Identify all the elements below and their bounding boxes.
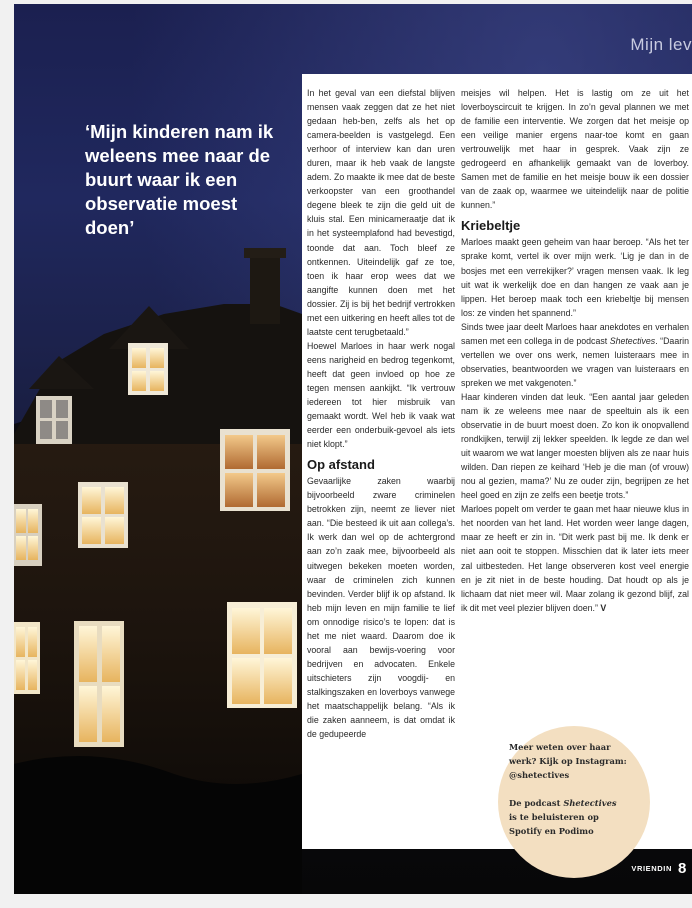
article-text-box bbox=[302, 74, 692, 849]
end-mark: V bbox=[600, 602, 607, 613]
section-label: Mijn lev bbox=[630, 35, 692, 54]
instagram-note: Meer weten over haar werk? Kijk op Instagram: @shetectives bbox=[509, 742, 627, 780]
paragraph: Marloes maakt geen geheim van haar beroep. “Als het ter sprake komt, vertel ik over mijn werk. ‘Lig je dan in de bosjes met een verrekijker?’ vragen mensen vaak. Ik leg uit wat ik werkelijk doe en dan hangen ze vaak aan je lippen. Het beroep maak toch een kriebeltje bij mensen los: ze vinden het spannend.” bbox=[461, 237, 689, 318]
paragraph: Gevaarlijke zaken waarbij bijvoorbeeld zware criminelen betrokken zijn, neemt ze liever niet aan. “Die besteed ik uit aan collega’s. Ik werk dan wel op de achtergrond aan zo’n zaak mee, bijvoorbeeld als uitwegen bekeken moeten worden, waar de criminelen zich kunnen bevinden. Verder blijf ik op afstand. Ik heb mijn leven en mijn familie te lief om onnodige risico’s te lopen: dat is het me niet waard. Daarom doe ik vooral aan bewijs-voering voor bedrijven en advocaten. Enkele uitschieters zijn voogdij- en stalkingszaken en loverboys vanwege het maatschappelijk belang. “Als ik die zaken aanneem, is dat omdat ik de gedupeerde bbox=[307, 476, 455, 740]
magazine-page bbox=[14, 4, 692, 894]
paragraph: meisjes wil helpen. Het is lastig om ze uit het loverboyscircuit te krijgen. In zo’n geval plannen we met de familie een interventie. We zorgen dat het meisje op een veilige manier ergens naar-toe komt en gaan vertrouwelijk met haar in gesprek. Vaak zijn ze gedrogeerd en afhankelijk gemaakt van de loverboy. Samen met de familie en het meisje bouw ik een dossier van de zaak op, waarmee we uiteindelijk naar de politie kunnen.” bbox=[461, 88, 689, 211]
paragraph: Sinds twee jaar deelt Marloes haar anekdotes en verhalen samen met een collega in de podcast Shetectives. “Daarin vertellen we over ons werk, nemen luisteraars mee in observaties, beantwoorden we vragen van luisteraars en spreken we met vakgenoten.” bbox=[461, 321, 689, 388]
pull-quote: ‘Mijn kinderen nam ik weleens mee naar de buurt waar ik een observatie moest doen’ bbox=[85, 121, 274, 238]
page-number: 8 bbox=[678, 860, 687, 877]
paragraph: Hoewel Marloes in haar werk nogal eens narigheid en bedrog tegenkomt, heeft dat geen invloed op hoe ze tegen mensen aankijkt. “Ik vertrouw iedereen tot hier misbruik van gemaakt wordt. Wel heb ik vaak wat eerder een onderbuik-gevoel als iets niet klopt.” bbox=[307, 340, 455, 450]
paragraph: In het geval van een diefstal blijven mensen vaak zeggen dat ze het niet gedaan heb-ben, zelfs als het op camera-beelden is vastgelegd. Een verhoor of interview kan dan uren duren, maar ik heb vaak de langste adem. Zo maakte ik mee dat de beste verkoopster van een groothandel degene bleek te zijn die geld uit de kluis stal. Een minicameraatje dat ik in het systeemplafond had bevestigd, toonde dat aan. Toch bleef ze ontkennen. Uiteindelijk gaf ze toe, toen ik haar erop wees dat we aangifte kunnen doen met het dossier. Zij is bij het bedrijf vertrokken met een uitkering en heeft alles tot de laatste cent terugbetaald.” bbox=[307, 88, 455, 337]
subheading-kriebeltje: Kriebeltje bbox=[461, 218, 521, 234]
info-box-text bbox=[509, 740, 627, 852]
article-column-2 bbox=[461, 86, 689, 615]
podcast-note: De podcast Shetectives is te beluisteren op Spotify en Podimo bbox=[509, 798, 617, 836]
article-column-1 bbox=[307, 86, 455, 741]
paragraph: Marloes popelt om verder te gaan met haar nieuwe klus in het noorden van het land. Het worden weer lange dagen, maar ze heeft er zin in. “Dit werk past bij me. Ik denk er niet aan ooit te stoppen. Misschien dat ik later iets meer zal uitbesteden. Het lange observeren kost veel energie en je zit niet in de beste houding. Dat houdt op als je lichaam dat niet meer wil. Maar zolang ik gezond blijf, zal ik dit met veel plezier blijven doen.” V bbox=[461, 504, 689, 613]
magazine-name: VRIENDIN bbox=[631, 864, 672, 873]
paragraph: Haar kinderen vinden dat leuk. “Een aantal jaar geleden nam ik ze weleens mee naar de speeltuin als ik een observatie in de buurt moest doen. Zo kon ik onopvallend rondkijken, terwijl zij lekker speelden. Ik legde ze dan wel uit waarom we wat langer moesten blijven als ze naar huis wilden. Dan riepen ze keihard ‘Heb je die man (of vrouw) nou al gezien, mama?’ Nu ze ouder zijn, begrijpen ze het heel goed en zijn ze zelfs een beetje trots.” bbox=[461, 391, 689, 501]
subheading-op-afstand: Op afstand bbox=[307, 457, 375, 473]
